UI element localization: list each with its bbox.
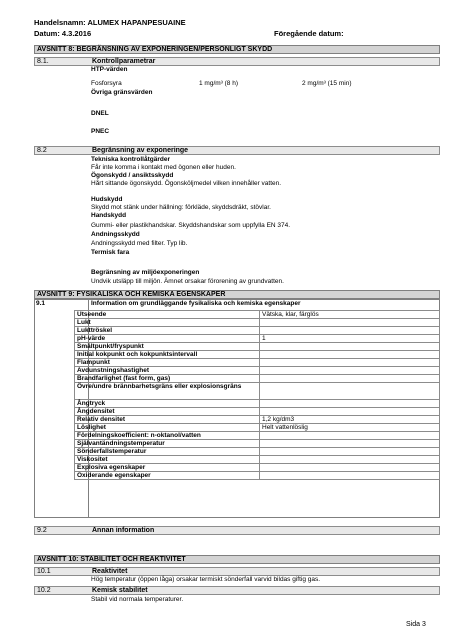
property-value	[260, 351, 440, 359]
property-name: Viskositet	[75, 456, 260, 464]
subsection-10-1-heading: 10.1 Reaktivitet	[34, 567, 440, 576]
subsection-9-1-number: 9.1	[36, 300, 46, 307]
tradename: Handelsnamn: ALUMEX HAPANPESUAINE	[34, 18, 186, 27]
section-9-heading: AVSNITT 9: FYSIKALISKA OCH KEMISKA EGENSKAPER	[34, 290, 440, 299]
property-name: Oxiderande egenskaper	[75, 472, 260, 480]
property-name: Explosiva egenskaper	[75, 464, 260, 472]
property-name: Fördelningskoefficient: n-oktanol/vatten	[75, 432, 260, 440]
property-name: Löslighet	[75, 424, 260, 432]
properties-table	[74, 310, 440, 480]
property-name: pH-värde	[75, 335, 260, 343]
table-row	[75, 383, 440, 400]
hand-protection-title: Handskydd	[91, 212, 127, 219]
property-value: 1	[260, 335, 440, 343]
property-name: Lukttröskel	[75, 327, 260, 335]
property-value	[260, 472, 440, 480]
subsection-8-2-heading: 8.2 Begränsning av exponeringe	[34, 146, 440, 155]
subsection-9-2-heading: 9.2 Annan information	[34, 526, 440, 535]
property-name: Smältpunkt/fryspunkt	[75, 343, 260, 351]
divider	[34, 517, 440, 518]
eye-protection-title: Ögonskydd / ansiktsskydd	[91, 172, 174, 179]
table-row	[75, 424, 440, 432]
table-row	[75, 359, 440, 367]
respiratory-protection-title: Andningsskydd	[91, 231, 140, 238]
property-name: Övre/undre brännbarhetsgräns eller explosionsgräns	[75, 383, 260, 400]
hand-protection-text: Gummi- eller plastikhandskar. Skyddshandskar som uppfylla EN 374.	[91, 222, 291, 229]
property-value	[260, 456, 440, 464]
property-name: Brandfarlighet (fast form, gas)	[75, 375, 260, 383]
other-limits-title: Övriga gränsvärden	[91, 89, 153, 96]
skin-protection-title: Hudskydd	[91, 196, 123, 203]
respiratory-protection-text: Andningsskydd med filter. Typ lib.	[91, 240, 188, 247]
tech-controls-text: Får inte komma i kontakt med ögonen eller huden.	[91, 164, 236, 171]
section-10-heading: AVSNITT 10: STABILITET OCH REAKTIVITET	[34, 555, 440, 564]
property-value	[260, 408, 440, 416]
table-row	[75, 367, 440, 375]
table-row	[75, 464, 440, 472]
property-value	[260, 367, 440, 375]
table-row	[75, 343, 440, 351]
eye-protection-text: Hårt sittande ögonskydd. Ögonsköljmedel vilken innehåller vatten.	[91, 180, 282, 187]
table-row	[75, 456, 440, 464]
table-row	[75, 327, 440, 335]
tech-controls-title: Tekniska kontrollåtgärder	[91, 156, 170, 163]
section-8-heading: AVSNITT 8: BEGRÄNSNING AV EXPONERINGEN/PERSONLIGT SKYDD	[34, 45, 440, 54]
property-value	[260, 343, 440, 351]
property-value: 1,2 kg/dm3	[260, 416, 440, 424]
property-value: Vätska, klar, färglös	[260, 311, 440, 319]
property-value: Helt vattenlöslig	[260, 424, 440, 432]
property-name: Ångdensitet	[75, 408, 260, 416]
dnel-title: DNEL	[91, 110, 109, 117]
environmental-exposure-text: Undvik utsläpp till miljön. Ämnet orsakar förorening av grundvatten.	[91, 278, 284, 285]
table-row	[75, 319, 440, 327]
divider	[34, 299, 35, 518]
divider	[34, 299, 440, 300]
property-value	[260, 359, 440, 367]
property-value	[260, 448, 440, 456]
table-row	[75, 472, 440, 480]
property-name: Relativ densitet	[75, 416, 260, 424]
subsection-10-2-heading: 10.2 Kemisk stabilitet	[34, 586, 440, 595]
table-row	[75, 375, 440, 383]
table-row	[75, 400, 440, 408]
htp-title: HTP-värden	[91, 66, 128, 73]
property-name: Utseende	[75, 311, 260, 319]
subsection-9-1-title: Information om grundläggande fysikaliska och kemiska egenskaper	[91, 300, 301, 307]
limit-15min: 2 mg/m³ (15 min)	[302, 80, 352, 87]
page-number: Sida 3	[406, 621, 426, 628]
previous-date: Föregående datum:	[274, 29, 344, 38]
table-row	[75, 448, 440, 456]
table-row	[75, 408, 440, 416]
reactivity-text: Hög temperatur (öppen låga) orsakar termiskt sönderfall varvid bildas giftig gas.	[91, 576, 321, 583]
thermal-hazard-title: Termisk fara	[91, 249, 130, 256]
table-row	[75, 440, 440, 448]
property-name: Självantändningstemperatur	[75, 440, 260, 448]
property-value	[260, 440, 440, 448]
property-value	[260, 432, 440, 440]
table-row	[75, 335, 440, 343]
table-row	[75, 311, 440, 319]
subsection-8-1-heading: 8.1. Kontrollparametrar	[34, 57, 440, 66]
table-row	[75, 351, 440, 359]
property-value	[260, 319, 440, 327]
property-name: Avdunstningshastighet	[75, 367, 260, 375]
property-value	[260, 327, 440, 335]
table-row	[75, 432, 440, 440]
substance-name: Fosforsyra	[91, 80, 122, 87]
pnec-title: PNEC	[91, 128, 110, 135]
environmental-exposure-title: Begränsning av miljöexponeringen	[91, 269, 200, 276]
chemical-stability-text: Stabil vid normala temperaturer.	[91, 596, 184, 603]
table-row	[75, 416, 440, 424]
property-value	[260, 400, 440, 408]
skin-protection-text: Skydd mot stänk under hällning: förkläde, skyddsdräkt, stövlar.	[91, 204, 271, 211]
property-value	[260, 383, 440, 400]
property-name: Ångtryck	[75, 400, 260, 408]
property-name: Sönderfallstemperatur	[75, 448, 260, 456]
property-name: Initial kokpunkt och kokpunktsintervall	[75, 351, 260, 359]
limit-8h: 1 mg/m³ (8 h)	[199, 80, 239, 87]
property-value	[260, 375, 440, 383]
property-value	[260, 464, 440, 472]
property-name: Lukt	[75, 319, 260, 327]
property-name: Flampunkt	[75, 359, 260, 367]
document-date: Datum: 4.3.2016	[34, 29, 92, 38]
